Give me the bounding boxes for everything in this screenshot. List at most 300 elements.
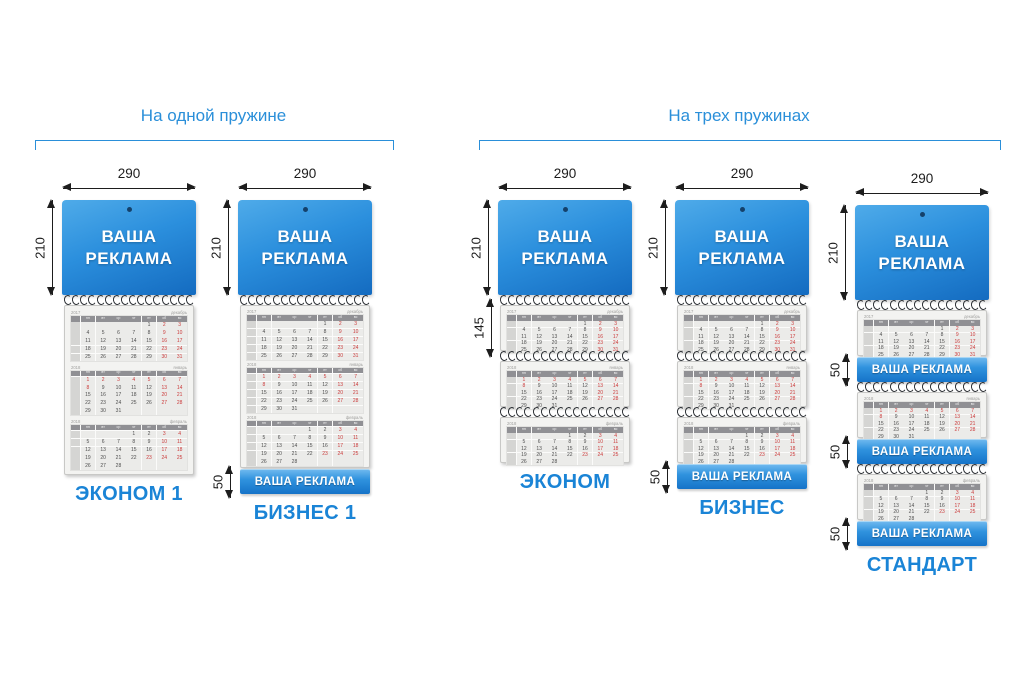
arrowhead-left-icon (855, 188, 864, 196)
date-cell: 24 (348, 345, 363, 352)
arrowhead-down-icon (842, 542, 850, 551)
date-cell: 4 (302, 374, 317, 381)
month-panel (69, 309, 189, 362)
date-cell: 4 (608, 433, 623, 439)
calendar-sheet (857, 392, 987, 438)
date-cell: 11 (785, 440, 800, 446)
week-column-header (684, 371, 693, 377)
date-cell: 18 (694, 341, 709, 347)
month-caption-year: 2017 (71, 310, 81, 316)
date-cell: 23 (935, 510, 950, 516)
date-cell: 30 (157, 354, 172, 361)
date-cell: 14 (919, 339, 934, 345)
date-cell: 14 (965, 415, 980, 421)
date-cell: 19 (96, 346, 111, 353)
date-cell: 5 (81, 439, 96, 446)
date-cell: 3 (172, 322, 187, 329)
date-cell: 2 (272, 374, 287, 381)
week-column-header (684, 315, 693, 321)
date-cell: 13 (709, 446, 724, 452)
date-cell: 8 (318, 329, 333, 336)
month-caption-year: 2018 (864, 396, 874, 401)
day-header-cell: чт (302, 315, 317, 321)
date-cell: 15 (739, 446, 754, 452)
date-cell: 6 (333, 374, 348, 381)
date-cell: 25 (608, 453, 623, 459)
arrowhead-down-icon (840, 292, 848, 301)
week-number-cell (864, 428, 873, 434)
day-header-cell: вс (965, 484, 980, 490)
arrowhead-left-icon (498, 183, 507, 191)
date-cell: 31 (111, 408, 126, 415)
spiral-loop-icon (766, 350, 776, 361)
date-cell: 4 (562, 377, 577, 383)
ad-strip (827, 439, 987, 464)
height-dimension (647, 461, 675, 493)
month-grid (246, 367, 364, 414)
date-cell: 31 (348, 353, 363, 360)
spiral-loop-icon (798, 406, 808, 417)
date-cell: 14 (302, 337, 317, 344)
date-cell: 21 (739, 341, 754, 347)
date-cell: 28 (287, 458, 302, 465)
date-cell: 4 (919, 408, 934, 414)
date-cell: 11 (562, 384, 577, 390)
ad-text-line2: РЕКЛАМА (698, 249, 786, 268)
spiral-binding (675, 407, 809, 417)
week-number-cell (864, 503, 873, 509)
date-cell: 16 (935, 503, 950, 509)
date-cell: 21 (126, 346, 141, 353)
date-cell (302, 321, 317, 328)
week-column-header (247, 368, 256, 374)
date-cell: 17 (904, 421, 919, 427)
week-number-cell (684, 384, 693, 390)
date-cell: 21 (172, 392, 187, 399)
spiral-loop-icon (701, 294, 711, 305)
ad-strip-text: ВАША РЕКЛАМА (871, 364, 973, 376)
month-grid (70, 315, 188, 362)
day-header-cell: вт (272, 315, 287, 321)
date-cell: 9 (96, 384, 111, 391)
date-cell: 17 (593, 446, 608, 452)
day-header-cell: сб (770, 315, 785, 321)
day-header-cell: ср (724, 371, 739, 377)
date-cell: 28 (965, 428, 980, 434)
date-cell: 18 (172, 447, 187, 454)
date-cell: 22 (578, 341, 593, 347)
date-cell: 18 (965, 503, 980, 509)
date-cell: 22 (919, 510, 934, 516)
ad-header (208, 200, 372, 295)
date-cell: 16 (96, 392, 111, 399)
arrowhead-up-icon (223, 199, 231, 208)
date-cell (157, 462, 172, 469)
date-cell: 10 (770, 440, 785, 446)
month-caption-name: февраль (345, 414, 363, 420)
date-cell: 16 (593, 334, 608, 340)
date-cell (257, 321, 272, 328)
day-header-cell: сб (770, 371, 785, 377)
day-header-cell: вс (785, 427, 800, 433)
date-cell: 20 (547, 341, 562, 347)
date-cell: 16 (333, 337, 348, 344)
date-cell: 6 (950, 408, 965, 414)
date-cell: 4 (81, 330, 96, 337)
day-header-cell: пт (935, 402, 950, 408)
day-header-cell: сб (950, 484, 965, 490)
date-cell: 12 (532, 334, 547, 340)
week-column-header (71, 371, 80, 377)
date-cell: 1 (318, 321, 333, 328)
date-cell: 27 (770, 397, 785, 403)
day-header-cell: пт (755, 315, 770, 321)
date-cell: 4 (257, 329, 272, 336)
date-cell: 9 (755, 440, 770, 446)
month-caption-name: декабрь (784, 309, 800, 314)
date-cell: 18 (81, 346, 96, 353)
date-cell (111, 431, 126, 438)
date-cell: 2 (593, 321, 608, 327)
date-cell: 3 (348, 321, 363, 328)
week-number-cell (507, 390, 516, 396)
day-header-cell: вс (608, 371, 623, 377)
date-cell: 4 (517, 328, 532, 334)
week-number-cell (507, 384, 516, 390)
date-cell: 26 (889, 352, 904, 358)
day-header-cell: сб (770, 427, 785, 433)
date-cell: 25 (739, 397, 754, 403)
date-cell: 29 (81, 408, 96, 415)
date-cell: 1 (81, 377, 96, 384)
date-cell: 8 (694, 384, 709, 390)
week-number-cell (71, 384, 80, 391)
date-cell: 10 (724, 384, 739, 390)
month-caption-name: февраль (782, 421, 800, 426)
spiral-loop-icon (589, 406, 599, 417)
calendar-econom (468, 166, 632, 494)
date-cell: 28 (562, 347, 577, 353)
date-cell: 15 (142, 338, 157, 345)
date-cell: 18 (874, 346, 889, 352)
date-cell: 5 (709, 328, 724, 334)
date-cell: 3 (547, 377, 562, 383)
date-cell: 2 (755, 433, 770, 439)
date-cell: 13 (593, 384, 608, 390)
date-cell: 21 (287, 451, 302, 458)
arrowhead-right-icon (980, 188, 989, 196)
date-cell: 28 (785, 397, 800, 403)
week-column-header (507, 427, 516, 433)
day-header-cell: ср (287, 368, 302, 374)
day-header-cell: чт (739, 315, 754, 321)
arrowhead-left-icon (675, 183, 684, 191)
month-caption-name: январь (349, 361, 363, 367)
date-cell: 25 (562, 397, 577, 403)
week-number-cell (71, 354, 80, 361)
week-number-cell (247, 427, 256, 434)
date-cell: 22 (257, 398, 272, 405)
date-cell (126, 408, 141, 415)
date-cell (81, 431, 96, 438)
date-cell: 7 (608, 377, 623, 383)
height-dimension (208, 200, 236, 295)
month-grid (683, 426, 801, 466)
date-cell: 21 (348, 390, 363, 397)
date-cell: 28 (302, 353, 317, 360)
date-cell: 17 (785, 334, 800, 340)
width-arrow (63, 188, 195, 189)
date-cell: 12 (935, 415, 950, 421)
week-number-cell (684, 440, 693, 446)
day-header-cell: пн (874, 402, 889, 408)
spiral-loop-icon (621, 350, 631, 361)
date-cell: 30 (532, 403, 547, 409)
date-cell: 14 (126, 338, 141, 345)
date-cell: 20 (287, 345, 302, 352)
date-cell: 4 (739, 377, 754, 383)
calendar-sheet (677, 305, 807, 351)
calendar-biznes-1 (208, 166, 372, 525)
date-cell: 6 (111, 330, 126, 337)
week-number-cell (71, 454, 80, 461)
week-number-cell (684, 328, 693, 334)
date-cell: 19 (755, 390, 770, 396)
ad-strip-text: ВАША РЕКЛАМА (871, 528, 973, 540)
arrowhead-left-icon (62, 183, 71, 191)
date-cell: 23 (318, 451, 333, 458)
height-arrow (667, 461, 668, 493)
day-header-cell: сб (157, 371, 172, 377)
date-cell: 2 (950, 326, 965, 332)
date-cell: 14 (608, 384, 623, 390)
day-header-cell: вс (348, 368, 363, 374)
date-cell: 9 (157, 330, 172, 337)
spiral-binding (675, 295, 809, 305)
date-cell: 25 (517, 347, 532, 353)
arrowhead-down-icon (662, 485, 670, 494)
date-cell: 15 (578, 334, 593, 340)
week-number-cell (507, 321, 516, 327)
date-cell: 21 (919, 346, 934, 352)
date-cell: 25 (81, 354, 96, 361)
date-cell: 9 (532, 384, 547, 390)
date-cell: 8 (935, 333, 950, 339)
day-header-cell: сб (950, 402, 965, 408)
date-cell: 23 (889, 428, 904, 434)
date-cell: 1 (935, 326, 950, 332)
spiral-loop-icon (524, 294, 534, 305)
spiral-loop-icon (978, 381, 988, 392)
date-cell: 22 (755, 341, 770, 347)
day-header-cell: пт (578, 371, 593, 377)
date-cell: 23 (755, 453, 770, 459)
month-panel (505, 364, 625, 410)
day-header-cell: ср (904, 484, 919, 490)
spiral-loop-icon (701, 350, 711, 361)
date-cell: 1 (302, 427, 317, 434)
month-caption-year: 2017 (864, 314, 874, 319)
date-cell: 24 (785, 341, 800, 347)
date-cell: 7 (919, 333, 934, 339)
week-number-cell (507, 433, 516, 439)
ad-text-line2: РЕКЛАМА (261, 249, 349, 268)
date-cell: 20 (724, 341, 739, 347)
date-cell: 10 (348, 329, 363, 336)
product-label: БИЗНЕС 1 (253, 502, 357, 524)
date-cell: 26 (318, 398, 333, 405)
calendar-sheet (677, 361, 807, 407)
arrowhead-up-icon (483, 199, 491, 208)
date-cell: 3 (333, 427, 348, 434)
spiral-binding (855, 464, 989, 474)
arrowhead-down-icon (223, 287, 231, 296)
week-number-cell (247, 329, 256, 336)
date-cell: 21 (904, 510, 919, 516)
month-caption-name: февраль (962, 478, 980, 483)
date-cell: 22 (142, 346, 157, 353)
date-cell: 1 (739, 433, 754, 439)
day-header-cell: пн (81, 316, 96, 322)
day-header-cell: ср (547, 315, 562, 321)
date-cell: 22 (126, 454, 141, 461)
date-cell: 26 (257, 458, 272, 465)
arrowhead-up-icon (660, 199, 668, 208)
month-grid (506, 314, 624, 354)
date-cell: 5 (874, 497, 889, 503)
date-cell: 14 (172, 384, 187, 391)
date-cell: 3 (157, 431, 172, 438)
date-cell: 11 (965, 497, 980, 503)
date-cell (96, 431, 111, 438)
month-caption-name: январь (786, 365, 800, 370)
week-number-cell (507, 397, 516, 403)
dimension-value: 210 (208, 236, 224, 259)
month-panel (69, 418, 189, 471)
date-cell: 6 (593, 377, 608, 383)
day-header-cell: чт (739, 371, 754, 377)
date-cell: 26 (935, 428, 950, 434)
week-number-cell (507, 377, 516, 383)
date-cell: 21 (302, 345, 317, 352)
ad-text-line1: ВАША (101, 227, 157, 246)
date-cell: 18 (785, 446, 800, 452)
day-header-cell: вс (172, 371, 187, 377)
calendar-sheet (677, 417, 807, 463)
date-cell: 15 (302, 443, 317, 450)
dimension-value: 290 (293, 166, 317, 181)
day-header-cell: сб (157, 425, 172, 431)
week-column-header (71, 316, 80, 322)
spiral-binding (238, 295, 372, 305)
date-cell: 28 (547, 459, 562, 465)
dimension-value: 290 (910, 171, 934, 186)
week-number-cell (864, 497, 873, 503)
week-number-cell (71, 338, 80, 345)
date-cell: 30 (96, 408, 111, 415)
spiral-binding (498, 407, 632, 417)
date-cell: 17 (348, 337, 363, 344)
day-header-cell: пн (81, 425, 96, 431)
date-cell: 24 (593, 453, 608, 459)
date-cell: 11 (126, 384, 141, 391)
day-header-cell: вт (96, 316, 111, 322)
day-header-cell: вс (965, 402, 980, 408)
date-cell: 6 (904, 333, 919, 339)
week-number-cell (684, 334, 693, 340)
date-cell: 28 (111, 462, 126, 469)
date-cell: 22 (562, 453, 577, 459)
spiral-binding (62, 295, 196, 305)
ad-text-line1: ВАША (894, 232, 950, 251)
week-column-header (71, 425, 80, 431)
date-cell: 19 (532, 341, 547, 347)
date-cell (302, 406, 317, 413)
week-number-cell (247, 390, 256, 397)
date-cell (172, 408, 187, 415)
date-cell: 16 (709, 390, 724, 396)
date-cell: 29 (694, 403, 709, 409)
date-cell: 23 (272, 398, 287, 405)
week-number-cell (507, 459, 516, 465)
date-cell: 29 (318, 353, 333, 360)
date-cell: 23 (157, 346, 172, 353)
date-cell: 6 (770, 377, 785, 383)
date-cell: 28 (608, 397, 623, 403)
spiral-binding (498, 295, 632, 305)
date-cell: 5 (142, 377, 157, 384)
date-cell: 5 (96, 330, 111, 337)
month-grid (683, 314, 801, 354)
month-caption-year: 2018 (684, 365, 694, 370)
date-cell: 26 (755, 397, 770, 403)
date-cell: 15 (126, 447, 141, 454)
day-header-cell: пт (578, 315, 593, 321)
date-cell: 31 (785, 347, 800, 353)
date-cell: 6 (547, 328, 562, 334)
day-header-cell: чт (919, 320, 934, 326)
date-cell: 4 (348, 427, 363, 434)
day-header-cell: пн (517, 371, 532, 377)
calendar-standart (825, 171, 989, 577)
arrowhead-right-icon (363, 183, 372, 191)
date-cell: 7 (287, 435, 302, 442)
date-cell: 19 (257, 451, 272, 458)
date-cell: 9 (950, 333, 965, 339)
month-grid (683, 370, 801, 410)
date-cell: 28 (739, 347, 754, 353)
month-caption-year: 2018 (71, 418, 81, 424)
arrowhead-right-icon (800, 183, 809, 191)
date-cell (318, 406, 333, 413)
spiral-loop-icon (621, 294, 631, 305)
dimension-value: 210 (645, 236, 661, 259)
hanging-hole (563, 207, 568, 212)
date-cell: 11 (608, 440, 623, 446)
date-cell: 28 (348, 398, 363, 405)
day-header-cell: сб (157, 316, 172, 322)
height-dimension (827, 518, 855, 550)
date-cell: 10 (547, 384, 562, 390)
day-header-cell: ср (724, 315, 739, 321)
date-cell: 24 (547, 397, 562, 403)
date-cell: 31 (904, 434, 919, 440)
date-cell: 30 (950, 352, 965, 358)
product-label: БИЗНЕС (699, 497, 785, 519)
date-cell (111, 322, 126, 329)
day-header-cell: чт (126, 425, 141, 431)
date-cell: 25 (919, 428, 934, 434)
